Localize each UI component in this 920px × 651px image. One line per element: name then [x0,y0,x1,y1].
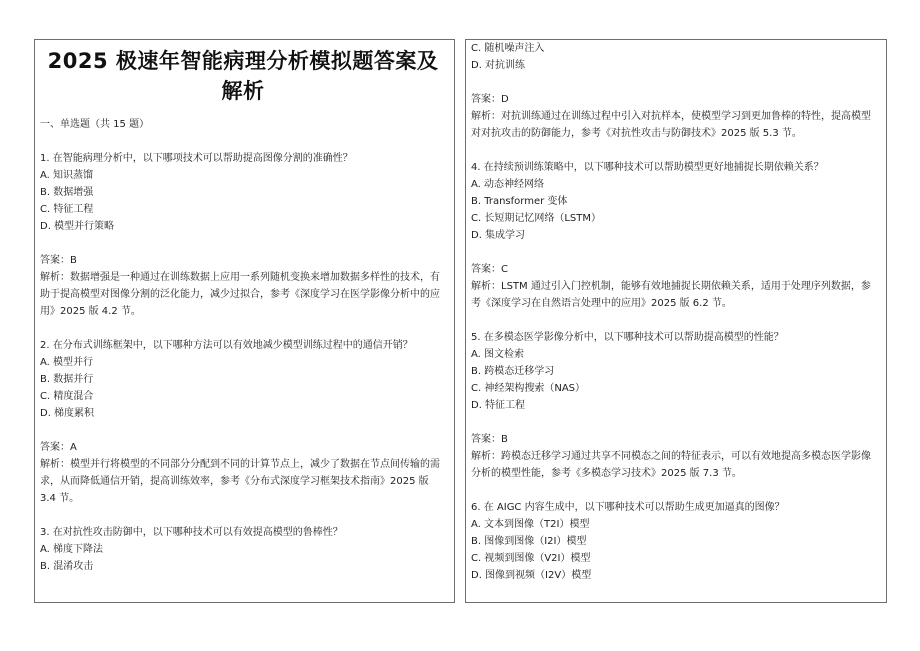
q2-option-a: A. 模型并行 [40,357,94,368]
q2-analysis: 解析：模型并行将模型的不同部分分配到不同的计算节点上，减少了数据在节点间传输的需求，从而降低通信开销，提高训练效率，参考《分布式深度学习框架技术指南》2025 版 3.4 节。 [40,459,440,504]
section-heading: 一、单选题（共 15 题） [40,119,150,130]
q6-stem: 6. 在 AIGC 内容生成中，以下哪种技术可以帮助生成更加逼真的图像？ [471,502,785,513]
q3-option-c: C. 随机噪声注入 [471,43,545,54]
q5-answer: 答案：B [471,434,508,445]
q6-option-a: A. 文本到图像（T2I）模型 [471,519,590,530]
q3-option-a: A. 梯度下降法 [40,544,104,555]
q5-stem: 5. 在多模态医学影像分析中，以下哪种技术可以帮助提高模型的性能？ [471,332,784,343]
q4-option-b: B. Transformer 变体 [471,196,568,207]
q1-answer: 答案：B [40,255,77,266]
q6-option-d: D. 图像到视频（I2V）模型 [471,570,592,581]
q6-option-b: B. 图像到图像（I2I）模型 [471,536,587,547]
q5-option-a: A. 图文检索 [471,349,525,360]
q4-stem: 4. 在持续预训练策略中，以下哪种技术可以帮助模型更好地捕捉长期依赖关系？ [471,162,824,173]
left-column [34,39,455,603]
q2-answer: 答案：A [40,442,77,453]
q3-stem: 3. 在对抗性攻击防御中，以下哪种技术可以有效提高模型的鲁棒性？ [40,527,343,538]
q4-option-a: A. 动态神经网络 [471,179,545,190]
page-title: 2025 极速年智能病理分析模拟题答案及解析 [47,49,439,103]
q5-option-d: D. 特征工程 [471,400,526,411]
q1-option-d: D. 模型并行策略 [40,221,115,232]
q5-analysis: 解析：跨模态迁移学习通过共享不同模态之间的特征表示，可以有效地提高多模态医学影像分析的模型性能，参考《多模态学习技术》2025 版 7.3 节。 [471,451,871,479]
q3-option-b: B. 混淆攻击 [40,561,94,572]
q1-option-b: B. 数据增强 [40,187,94,198]
q5-option-c: C. 神经架构搜索（NAS） [471,383,586,394]
q2-option-c: C. 精度混合 [40,391,94,402]
q4-option-d: D. 集成学习 [471,230,526,241]
q6-option-c: C. 视频到图像（V2I）模型 [471,553,591,564]
q1-analysis: 解析：数据增强是一种通过在训练数据上应用一系列随机变换来增加数据多样性的技术，有助于提高模型对图像分割的泛化能力，减少过拟合，参考《深度学习在医学影像分析中的应用》2025 版 4.2 节。 [40,272,440,317]
q4-analysis: 解析：LSTM 通过引入门控机制，能够有效地捕捉长期依赖关系，适用于处理序列数据，参考《深度学习在自然语言处理中的应用》2025 版 6.2 节。 [471,281,871,309]
q2-option-d: D. 梯度累积 [40,408,95,419]
q1-option-c: C. 特征工程 [40,204,94,215]
q4-answer: 答案：C [471,264,508,275]
q3-analysis: 解析：对抗训练通过在训练过程中引入对抗样本，使模型学习到更加鲁棒的特性，提高模型对对抗攻击的防御能力，参考《对抗性攻击与防御技术》2025 版 5.3 节。 [471,111,871,139]
q3-option-d: D. 对抗训练 [471,60,526,71]
q1-stem: 1. 在智能病理分析中，以下哪项技术可以帮助提高图像分割的准确性？ [40,153,353,164]
right-column [465,39,887,603]
q5-option-b: B. 跨模态迁移学习 [471,366,555,377]
q3-answer: 答案：D [471,94,509,105]
q1-option-a: A. 知识蒸馏 [40,170,94,181]
q2-option-b: B. 数据并行 [40,374,94,385]
q4-option-c: C. 长短期记忆网络（LSTM） [471,213,601,224]
q2-stem: 2. 在分布式训练框架中，以下哪种方法可以有效地减少模型训练过程中的通信开销？ [40,340,413,351]
